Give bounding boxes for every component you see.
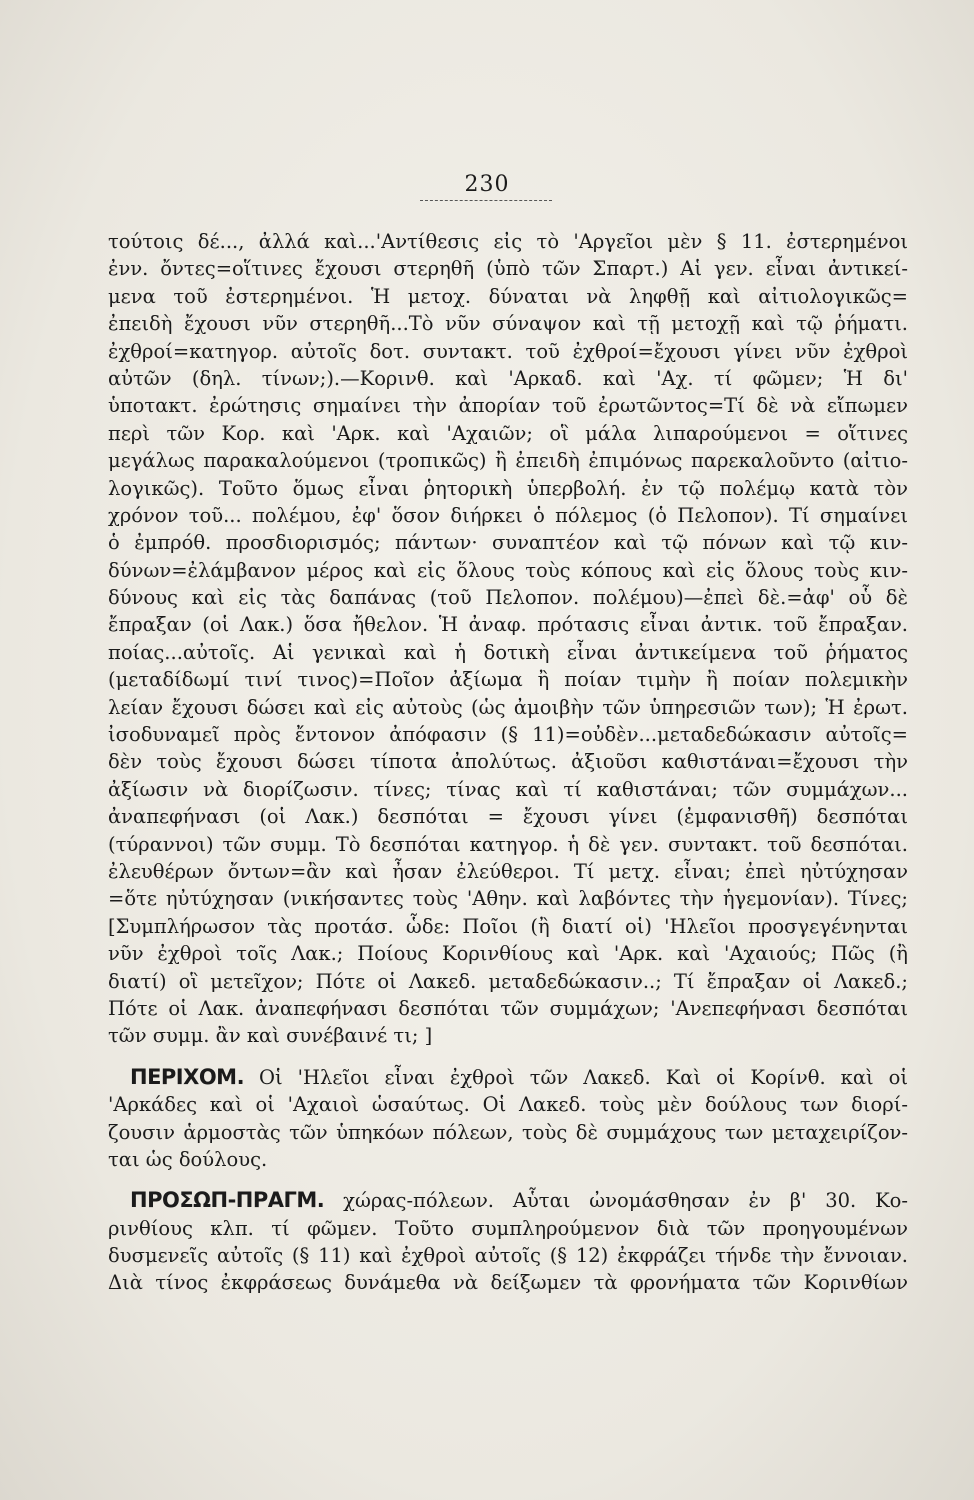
text-line: τῶν συμμ. ἂν καὶ συνέβαινέ τι; ]	[108, 1024, 433, 1048]
text-line: ὁ ἐμπρόθ. προσδιορισμός; πάντων· συναπτέον καὶ τῷ πόνων καὶ τῷ κιν-	[108, 531, 908, 555]
text-line: ἐπειδὴ ἔχουσι νῦν στερηθῆ...Τὸ νῦν σύναψον καὶ τῇ μετοχῇ καὶ τῷ ῥήματι.	[108, 312, 908, 336]
text-line: ἰσοδυναμεῖ πρὸς ἔντονον ἀπόφασιν (§ 11)=οὐδὲν...μεταδεδώκασιν αὐτοῖς=	[108, 723, 908, 747]
text-line: τούτοις δέ..., ἀλλά καὶ...'Αντίθεσις εἰς τὸ 'Αργεῖοι μὲν § 11. ἐστερημένοι	[108, 230, 908, 253]
header-rule	[420, 200, 552, 201]
text-line: λείαν ἔχουσι δώσει καὶ εἰς αὐτοὺς (ὡς ἀμοιβὴν τῶν ὑπηρεσιῶν των); Ἡ ἐρωτ.	[108, 695, 908, 719]
text-line: περὶ τῶν Κορ. καὶ 'Αρκ. καὶ 'Αχαιῶν; οἳ μάλα λιπαρούμενοι = οἵτινες	[108, 421, 908, 445]
text-line: δύνους καὶ εἰς τὰς δαπάνας (τοῦ Πελοπον. πολέμου)—ἐπεὶ δὲ.=ἀφ' οὗ δὲ	[108, 586, 908, 610]
text-line: χώρας-πόλεων. Αὗται ὠνομάσθησαν ἐν β' 30. Κο-	[343, 1189, 908, 1213]
text-line: ποίας...αὐτοῖς. Αἱ γενικαὶ καὶ ἡ δοτικὴ εἶναι ἀντικείμενα τοῦ ῥήματος	[108, 640, 908, 664]
text-line: Διὰ τίνος ἐκφράσεως δυνάμεθα νὰ δείξωμεν τὰ φρονήματα τῶν Κορινθίων	[108, 1271, 908, 1295]
text-line: =ὅτε ηὐτύχησαν (νικήσαντες τοὺς 'Αθην. καὶ λαβόντες τὴν ἡγεμονίαν). Τίνες;	[108, 887, 908, 911]
text-line: ἀναπεφήνασι (οἱ Λακ.) δεσπόται = ἔχουσι γίνει (ἐμφανισθῆ) δεσπόται	[108, 805, 908, 829]
page-number: 230	[464, 172, 510, 197]
prosop-heading: ΠΡΟΣΩΠ-ΠΡΑΓΜ.	[130, 1188, 325, 1213]
text-line: δύνων=ἐλάμβανον μέρος καὶ εἰς ὅλους τοὺς κόπους καὶ εἰς ὅλους τοὺς κιν-	[108, 558, 908, 582]
text-line: διατί) οἳ μετεῖχον; Πότε οἱ Λακεδ. μεταδεδώκασιν..; Τί ἔπραξαν οἱ Λακεδ.;	[108, 969, 908, 993]
text-line: λογικῶς). Τοῦτο ὅμως εἶναι ῥητορικὴ ὑπερβολή. ἐν τῷ πολέμῳ κατὰ τὸν	[108, 476, 908, 500]
text-line: [Συμπλήρωσον τὰς προτάσ. ὧδε: Ποῖοι (ἢ διατί οἱ) 'Ηλεῖοι προσγεγένηνται	[108, 914, 908, 938]
text-line: 'Αρκάδες καὶ οἱ 'Αχαιοὶ ὡσαύτως. Οἱ Λακεδ. τοὺς μὲν δούλους των διορί-	[108, 1093, 908, 1117]
text-line: δυσμενεῖς αὐτοῖς (§ 11) καὶ ἐχθροὶ αὐτοῖς (§ 12) ἐκφράζει τήνδε τὴν ἔννοιαν.	[108, 1244, 908, 1268]
text-line: (μεταδίδωμί τινί τινος)=Ποῖον ἀξίωμα ἢ ποίαν τιμὴν ἢ ποίαν πολεμικὴν	[108, 668, 908, 692]
text-line: μεγάλως παρακαλούμενοι (τροπικῶς) ἢ ἐπειδὴ ἐπιμόνως παρεκαλοῦντο (αἰτιο-	[108, 449, 908, 473]
perichom-heading: ΠΕΡΙΧΟΜ.	[130, 1064, 245, 1089]
text-line: ἐχθροί=κατηγορ. αὐτοῖς δοτ. συντακτ. τοῦ ἐχθροί=ἔχουσι γίνει νῦν ἐχθροὶ	[108, 339, 908, 363]
text-line: ἐνν. ὄντες=οἵτινες ἔχουσι στερηθῆ (ὑπὸ τῶν Σπαρτ.) Αἱ γεν. εἶναι ἀντικεί-	[108, 257, 908, 281]
text-line: χρόνον τοῦ... πολέμου, ἐφ' ὅσον διήρκει ὁ πόλεμος (ὁ Πελοπον). Τί σημαίνει	[108, 503, 908, 527]
text-line: ἔπραξαν (οἱ Λακ.) ὅσα ἤθελον. Ἡ ἀναφ. πρότασις εἶναι ἀντικ. τοῦ ἔπραξαν.	[108, 613, 908, 637]
prosop-section	[108, 1187, 908, 1297]
text-line: ἀξίωσιν νὰ διορίζωσιν. τίνες; τίνας καὶ τί καθιστάναι; τῶν συμμάχων...	[108, 777, 908, 801]
text-line: αὐτῶν (δηλ. τίνων;).—Κορινθ. καὶ 'Αρκαδ. καὶ 'Αχ. τί φῶμεν; Ἡ δι'	[108, 366, 908, 390]
text-line: ζουσιν ἁρμοστὰς τῶν ὑπηκόων πόλεων, τοὺς δὲ συμμάχους των μεταχειρίζον-	[108, 1120, 908, 1144]
text-line: Οἱ 'Ηλεῖοι εἶναι ἐχθροὶ τῶν Λακεδ. Καὶ οἱ Κορίνθ. καὶ οἱ	[259, 1065, 908, 1089]
text-line: Πότε οἱ Λακ. ἀναπεφήνασι δεσπόται τῶν συμμάχων; 'Ανεπεφήνασι δεσπόται	[108, 996, 908, 1020]
body-text	[108, 228, 908, 1297]
perichom-section	[108, 1064, 908, 1174]
text-line: ται ὡς δούλους.	[108, 1147, 268, 1171]
text-line: (τύραννοι) τῶν συμμ. Τὸ δεσπόται κατηγορ. ἡ δὲ γεν. συντακτ. τοῦ δεσπόται.	[108, 832, 908, 856]
text-line: δὲν τοὺς ἔχουσι δώσει τίποτα ἀπολύτως. ἀξιοῦσι καθιστάναι=ἔχουσι τὴν	[108, 750, 908, 774]
text-line: ἐλευθέρων ὄντων=ἂν καὶ ἦσαν ἐλεύθεροι. Τί μετχ. εἶναι; ἐπεὶ ηὐτύχησαν	[108, 859, 908, 883]
text-line: μενα τοῦ ἐστερημένοι. Ἡ μετοχ. δύναται νὰ ληφθῇ καὶ αἰτιολογικῶς=	[108, 284, 908, 308]
text-line: νῦν ἐχθροὶ τοῖς Λακ.; Ποίους Κορινθίους καὶ 'Αρκ. καὶ 'Αχαιούς; Πῶς (ἢ	[108, 942, 908, 966]
text-line: ὑποτακτ. ἐρώτησις σημαίνει τὴν ἀπορίαν τοῦ ἐρωτῶντος=Τί δὲ νὰ εἴπωμεν	[108, 394, 908, 418]
text-line: ρινθίους κλπ. τί φῶμεν. Τοῦτο συμπληρούμενον διὰ τῶν προηγουμένων	[108, 1216, 908, 1240]
